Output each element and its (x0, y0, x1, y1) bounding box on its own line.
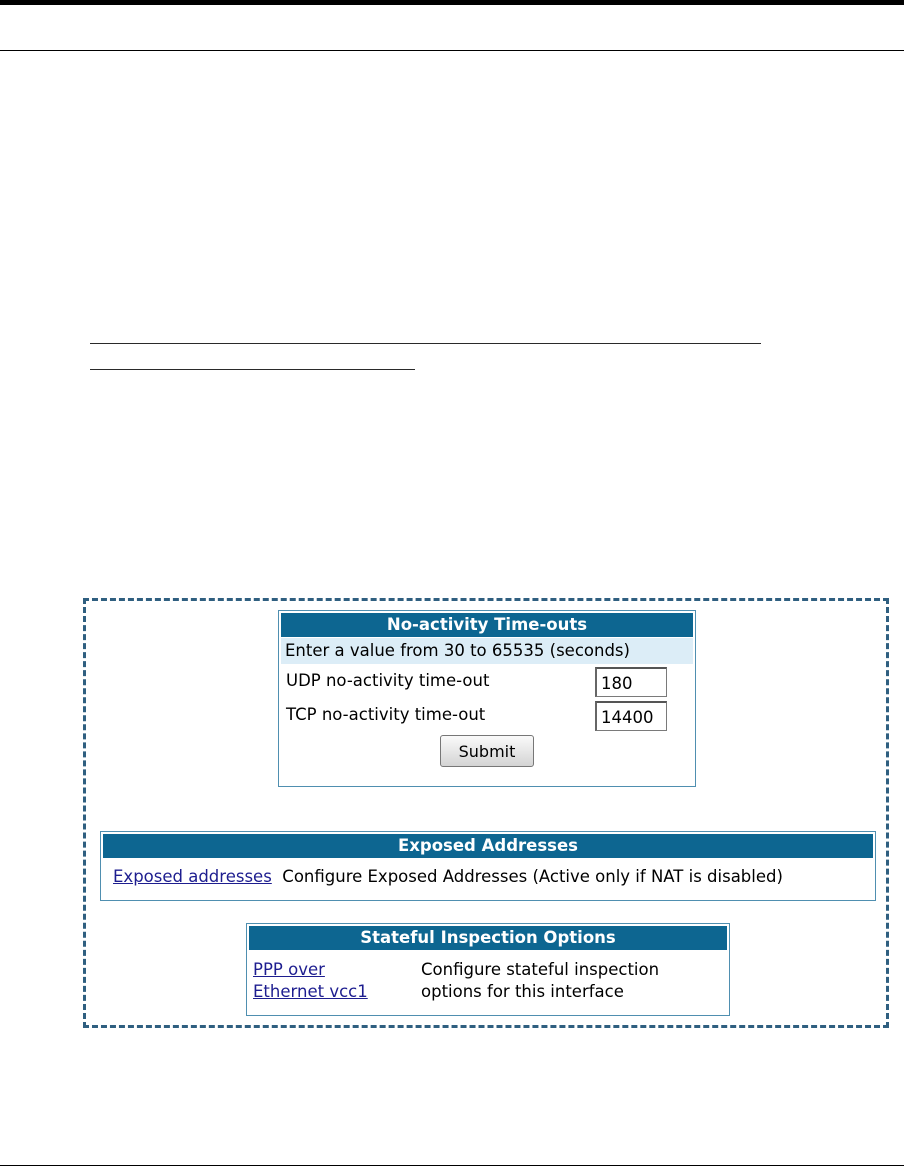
tcp-timeout-label: TCP no-activity time-out (286, 705, 486, 724)
stateful-inspection-panel (246, 923, 730, 1016)
stateful-header: Stateful Inspection Options (249, 926, 727, 950)
stateful-desc-line1: Configure stateful inspection (421, 960, 660, 979)
tcp-row (281, 698, 693, 732)
stateful-link-col[interactable] (253, 959, 368, 1003)
footer-rule (0, 1165, 904, 1166)
ppp-over-ethernet-link-line1[interactable]: PPP over (253, 960, 325, 979)
reference-line-2 (90, 369, 415, 370)
timeouts-header: No-activity Time-outs (281, 613, 693, 637)
stateful-description (421, 959, 659, 1003)
timeouts-hint: Enter a value from 30 to 65535 (seconds) (281, 638, 693, 664)
udp-row (281, 664, 693, 698)
reference-line-1 (90, 343, 761, 344)
header-rule (0, 50, 904, 51)
exposed-description: Configure Exposed Addresses (Active only if NAT is disabled) (282, 867, 783, 886)
exposed-addresses-panel (100, 831, 876, 901)
exposed-row (103, 858, 873, 886)
exposed-addresses-link[interactable]: Exposed addresses (113, 867, 272, 886)
udp-timeout-label: UDP no-activity time-out (286, 671, 490, 690)
udp-timeout-input[interactable] (595, 667, 667, 697)
tcp-timeout-input[interactable] (595, 701, 667, 731)
submit-wrap (281, 735, 693, 767)
exposed-header: Exposed Addresses (103, 834, 873, 858)
no-activity-timeouts-panel (278, 610, 696, 787)
top-header-bar (0, 0, 904, 5)
submit-button[interactable]: Submit (440, 735, 534, 767)
stateful-desc-line2: options for this interface (421, 982, 624, 1001)
ppp-over-ethernet-link-line2[interactable]: Ethernet vcc1 (253, 982, 368, 1001)
